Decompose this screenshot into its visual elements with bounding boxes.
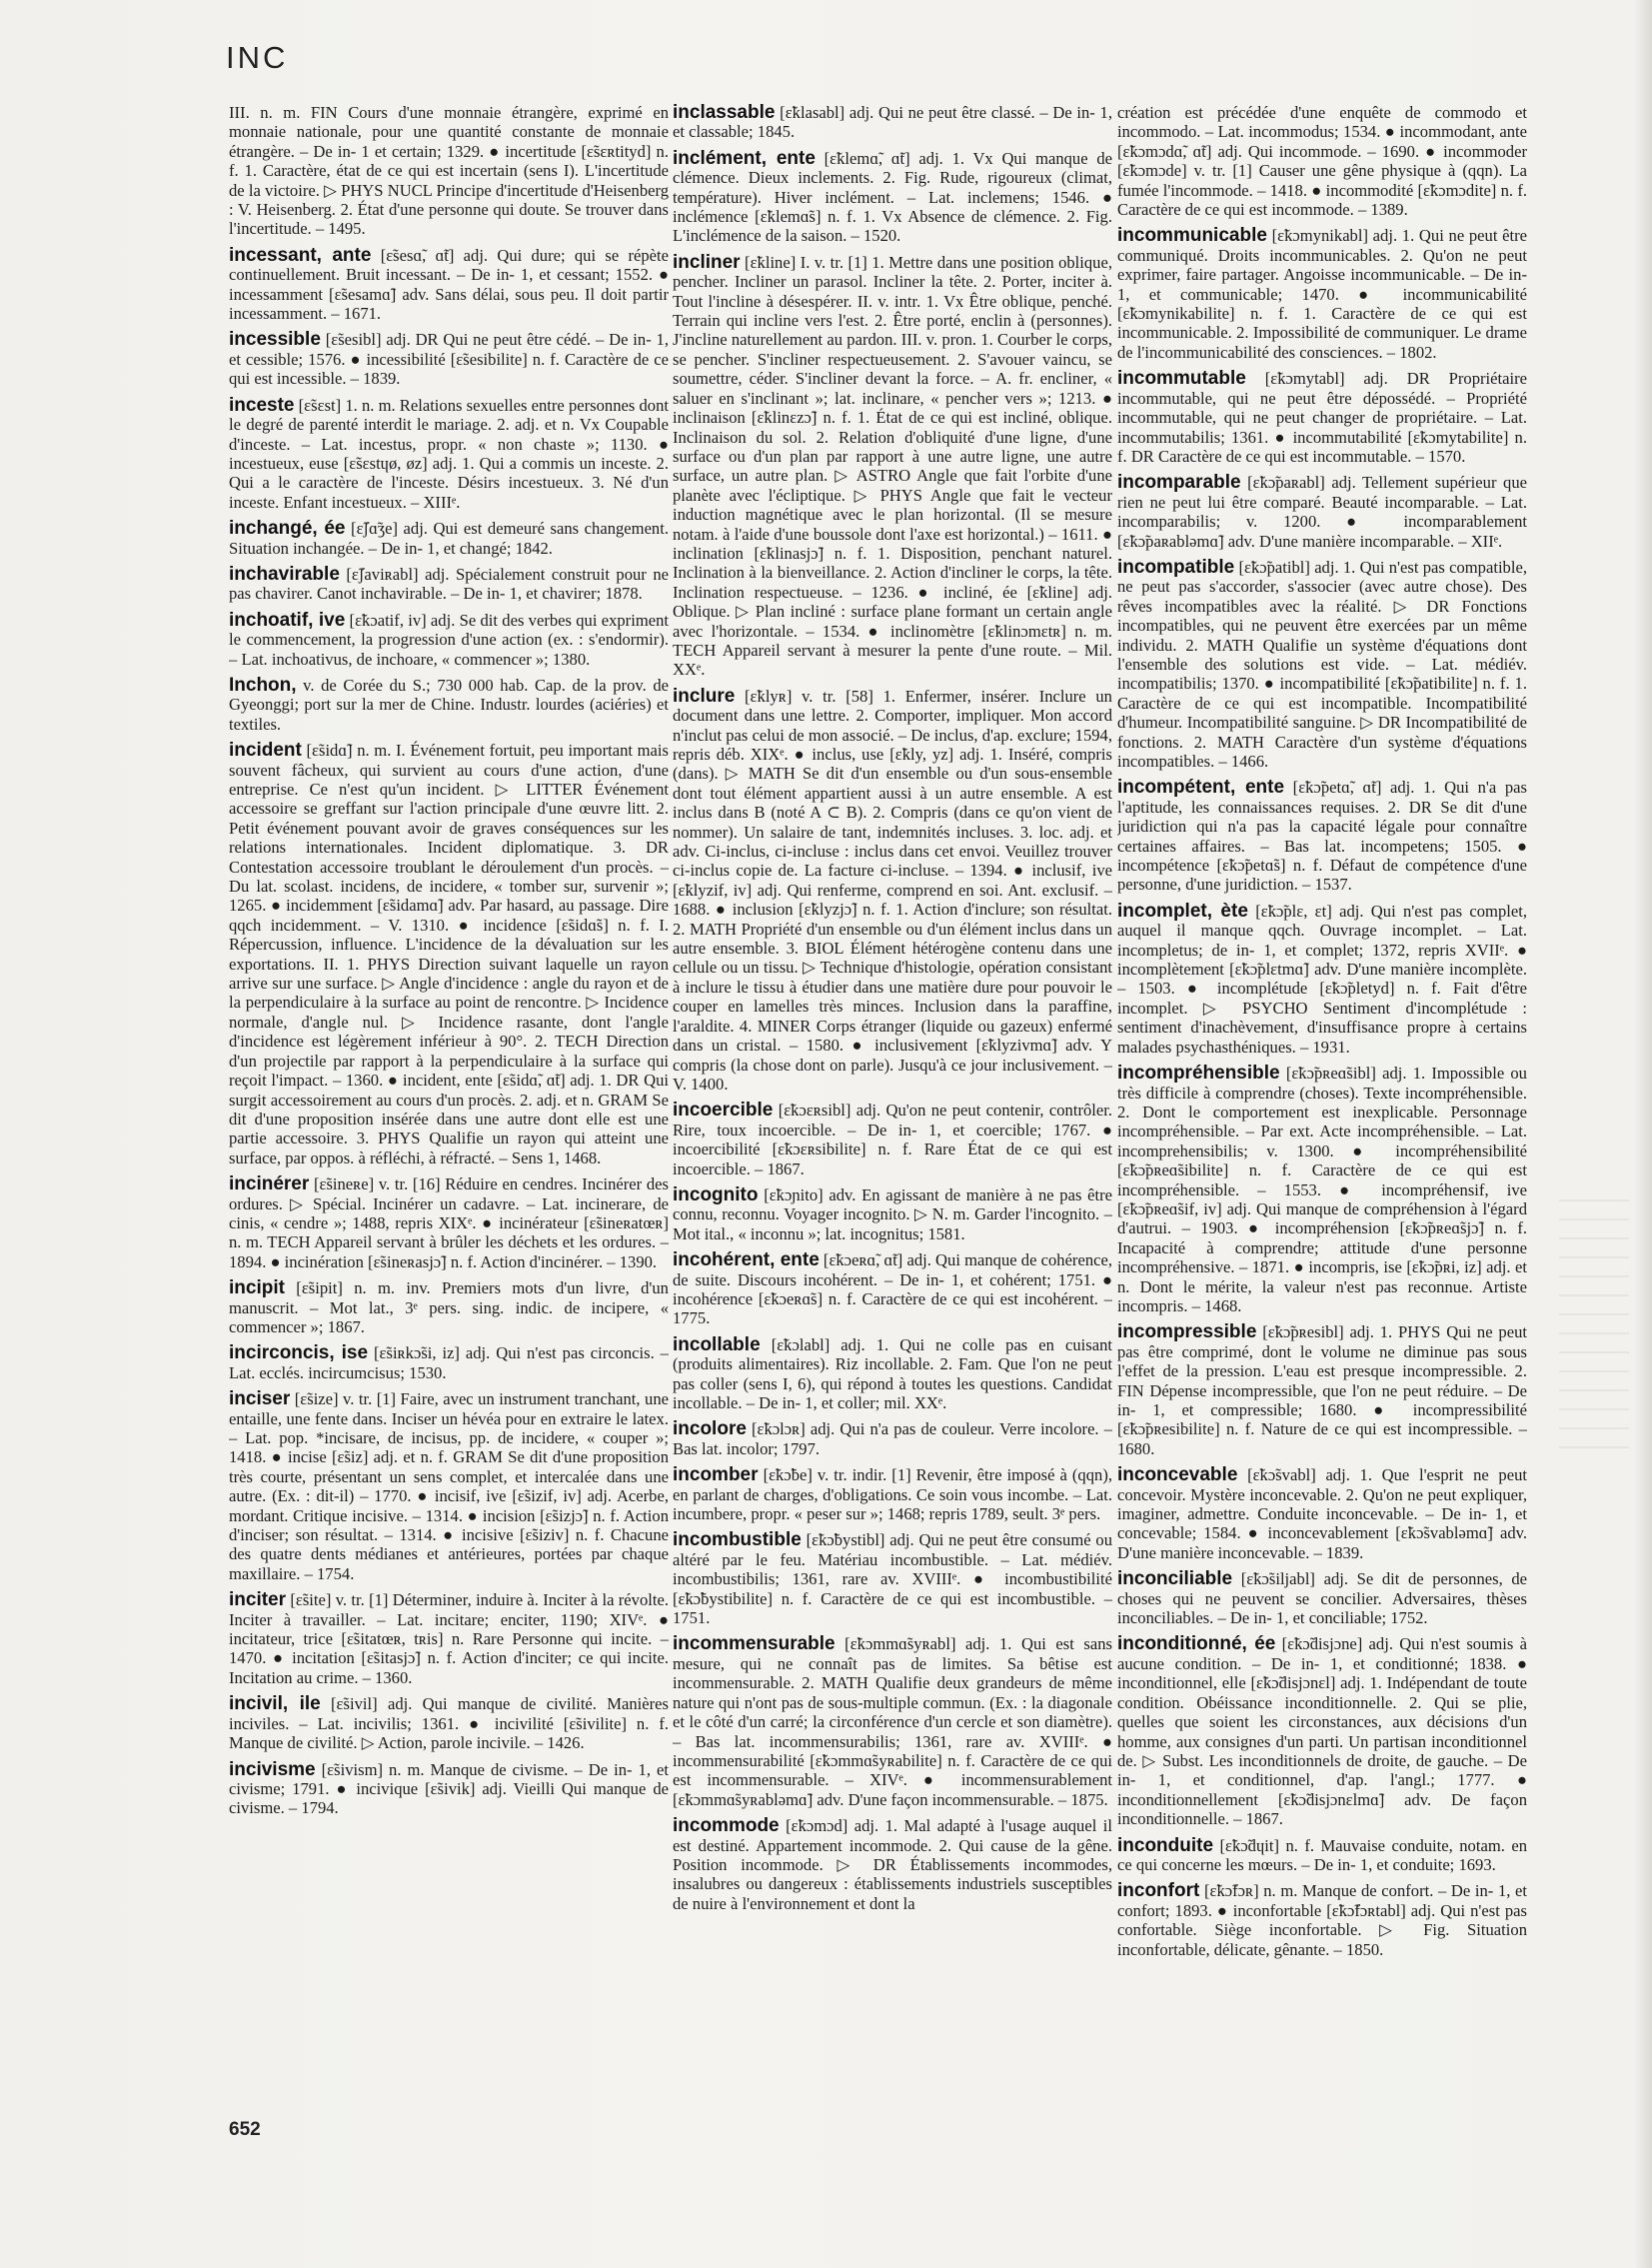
entry-headword: incident <box>229 740 302 762</box>
entry-headword: inciser <box>229 1388 291 1410</box>
entry-definition: [ɛ̃sivil] adj. Qui manque de civilité. Manières inciviles. – Lat. incivilis; 1361. ● incivilité [ɛ̃sivilite] n. f. Manque de civilité. ▷ Action, parole incivile. – 1426. <box>229 1694 669 1753</box>
dictionary-entry <box>1117 1064 1527 1315</box>
entry-headword: incohérent, ente <box>673 1249 820 1271</box>
entry-definition: [ɛ̃kɔ̃petɑ̃, ɑ̃t] adj. 1. Qui n'a pas l'aptitude, les connaissances requises. 2. DR Se dit d'une juridiction qui n'a pas la capacité légale pour connaître certaines affaires. – Bas lat. incompetens; 1505. ● incompétence [ɛ̃kɔ̃petɑ̃s] n. f. Défaut de compétence d'une personne, d'une juridiction. – 1537. <box>1117 778 1527 895</box>
entry-headword: incompatible <box>1117 556 1235 578</box>
entry-headword: inclassable <box>673 103 776 123</box>
entry-definition: [ɛ̃kɔ̃pʀesibl] adj. 1. PHYS Qui ne peut pas être comprimé, dont le volume ne diminue pas sous l'effet de la pression. L'eau est presque incompressible. 2. FIN Dépense incompressible, que l'on ne peut réduire. – De in- 1, et compressible; 1680. ● incompressibilité [ɛ̃kɔ̃pʀesibilite] n. f. Nature de ce qui est incompressible. – 1680. <box>1117 1322 1527 1458</box>
entry-definition: création est précédée d'une enquête de commodo et incommodo. – Lat. incommodus; 1534. ● incommodant, ante [ɛ̃kɔmɔdɑ̃, ɑ̃t] adj. Qui incommode. – 1690. ● incommoder [ɛ̃kɔmɔde] v. tr. [1] Causer une gêne physique à (qqn). La fumée l'incommode. – 1418. ● incommodité [ɛ̃kɔmɔdite] n. f. Caractère de ce qui est incommode. – 1389. <box>1117 103 1527 220</box>
entry-headword: inconfort <box>1117 1880 1200 1902</box>
dictionary-entry <box>673 149 1112 246</box>
column-middle <box>673 103 1112 2114</box>
entry-definition: III. n. m. FIN Cours d'une monnaie étrangère, exprimé en monnaie nationale, pour une quantité constante de monnaie étrangère. – De in- 1 et certain; 1329. ● incertitude [ɛ̃sɛʀtityd] n. f. 1. Caractère, état de ce qui est incertain (sens I). L'incertitude de la victoire. ▷ PHYS NUCL Principe d'incertitude d'Heisenberg : V. Heisenberg. 2. État d'une personne qui doute. Se trouver dans l'incertitude. – 1495. <box>229 103 669 239</box>
entry-definition: [ɛ̃kɔɛʀsibl] adj. Qu'on ne peut contenir, contrôler. Rire, toux incoercible. – De in- 1, et coercible; 1767. ● incoercibilité [ɛ̃kɔɛʀsibilite] n. f. Rare État de ce qui est incoercible. – 1867. <box>673 1101 1112 1178</box>
entry-definition: [ɛ̃kɔlabl] adj. 1. Qui ne colle pas en cuisant (produits alimentaires). Riz incollable. 2. Fam. Que l'on ne peut pas coller (sens I, 6), qui répond à toutes les questions. Candidat incollable. – De in- 1, et coller; mil. XXᵉ. <box>673 1334 1112 1412</box>
entry-headword: incivisme <box>229 1758 316 1780</box>
entry-headword: incompréhensible <box>1117 1063 1280 1085</box>
dictionary-entry <box>229 1694 669 1752</box>
entry-definition: [ɛ̃kɔɲito] adv. En agissant de manière à ne pas être connu, reconnu. Voyager incognito. ▷ N. m. Garder l'incognito. – Mot ital., « inconnu »; lat. incognitus; 1581. <box>673 1184 1112 1243</box>
entry-definition: [ɛ̃kɔmmɑ̃syʀabl] adj. 1. Qui est sans mesure, qui ne connaît pas de limites. Sa bêtise est incommensurable. 2. MATH Qualifie deux grandeurs de même nature qui n'ont pas de sous-multiple commun. (Ex. : la diagonale et le côté d'un carré; la circonférence d'un cercle et son diamètre). – Bas lat. incommensurabilis; 1361, rare av. XVIIIᵉ. ● incommensurabilité [ɛ̃kɔmmɑ̃syʀabilite] n. f. Caractère de ce qui est incommensurable. – XIVᵉ. ● incommensurablement [ɛ̃kɔmmɑ̃syʀabləmɑ̃] adv. D'une façon incommensurable. – 1875. <box>673 1634 1112 1809</box>
entry-definition: [ɛ̃kɔatif, iv] adj. Se dit des verbes qui expriment le commencement, la progression d'une action (ex. : s'endormir). – Lat. inchoativus, de inchoare, « commencer »; 1380. <box>229 610 669 669</box>
dictionary-entry <box>673 687 1112 1095</box>
entry-definition: [ɛ̃kɔ̃siljabl] adj. Se dit de personnes, de choses qui ne peuvent se concilier. Adversaires, thèses inconciliables. – De in- 1, et conciliable; 1752. <box>1117 1569 1527 1628</box>
dictionary-entry <box>1117 1465 1527 1562</box>
entry-definition: [ɛ̃kɔ̃fɔʀ] n. m. Manque de confort. – De in- 1, et confort; 1893. ● inconfortable [ɛ̃kɔ̃fɔʀtabl] adj. Qui n'est pas confortable. Siège inconfortable. ▷ Fig. Situation inconfortable, délicate, gênante. – 1850. <box>1117 1881 1527 1959</box>
dictionary-entry <box>229 1278 669 1336</box>
dictionary-entry <box>229 246 669 324</box>
entry-headword: incomplet, ète <box>1117 900 1248 922</box>
dictionary-entry <box>1117 1569 1527 1627</box>
dictionary-entry <box>229 330 669 388</box>
dictionary-entry <box>229 103 669 239</box>
dictionary-entry <box>229 1760 669 1818</box>
column-left <box>229 103 669 2114</box>
entry-headword: incomber <box>673 1464 759 1486</box>
entry-definition: [ɛ̃sesɑ̃, ɑ̃t] adj. Qui dure; qui se répète continuellement. Bruit incessant. – De in- 1, et cessant; 1552. ● incessamment [ɛ̃sesamɑ̃] adv. Sans délai, sous peu. Il doit partir incessamment. – 1671. <box>229 245 669 324</box>
entry-headword: incommode <box>673 1815 780 1837</box>
dictionary-entry <box>1117 902 1527 1057</box>
entry-headword: inceste <box>229 394 295 416</box>
dictionary-entry <box>1117 226 1527 362</box>
entry-headword: inconduite <box>1117 1834 1214 1856</box>
dictionary-entry <box>673 1250 1112 1328</box>
entry-headword: incivil, ile <box>229 1693 321 1715</box>
entry-definition: [ɛ̃klemɑ̃, ɑ̃t] adj. 1. Vx Qui manque de clémence. Dieux inclements. 2. Fig. Rude, rigoureux (climat, température). Hiver inclément. – Lat. inclemens; 1546. ● inclémence [ɛ̃klemɑ̃s] n. f. 1. Vx Absence de clémence. 2. Fig. L'inclémence de la saison. – 1520. <box>673 148 1112 246</box>
entry-headword: incompressible <box>1117 1321 1257 1343</box>
entry-headword: incliner <box>673 251 741 273</box>
dictionary-entry <box>229 611 669 669</box>
column-right <box>1117 103 1527 2114</box>
entry-definition: [ɛ̃kɔ̃pʀeɑ̃sibl] adj. 1. Impossible ou très difficile à comprendre (choses). Texte incompréhensible. 2. Dont le comportement est inexplicable. Personnage incompréhensible. – Par ext. Acte incompréhensible. – Lat. incomprehensibilis; v. 1300. ● incompréhensibilité [ɛ̃kɔ̃pʀeɑ̃sibilite] n. f. Caractère de ce qui est incompréhensible. – 1553. ● incompréhensif, ive [ɛ̃kɔ̃pʀeɑ̃sif, iv] adj. Qui manque de compréhension à l'égard d'autrui. – 1903. ● incompréhension [ɛ̃kɔ̃pʀeɑ̃sjɔ̃] n. f. Incapacité à comprendre; attitude d'une personne incompréhensive. – 1871. ● incompris, ise [ɛ̃kɔ̃pʀi, iz] adj. et n. Dont le mérite, la valeur n'est pas reconnue. Artiste incompris. – 1468. <box>1117 1064 1527 1315</box>
dictionary-entry <box>673 1530 1112 1627</box>
entry-definition: [ɛ̃kɔ̃disjɔne] adj. Qui n'est soumis à aucune condition. – De in- 1, et conditionné; 1838. ● inconditionnel, elle [ɛ̃kɔ̃disjɔnɛl] adj. 1. Indépendant de toute condition. Obéissance inconditionnelle. 2. Qui se plie, quelles que soient les circonstances, aux décisions d'un homme, aux consignes d'un parti. Un partisan inconditionnel de. ▷ Subst. Les inconditionnels de droite, de gauche. – De in- 1, et conditionnel, d'ap. l'angl.; 1777. ● inconditionnellement [ɛ̃kɔ̃disjɔnɛlmɑ̃] adv. De façon inconditionnelle. – 1867. <box>1117 1634 1527 1829</box>
entry-headword: inclément, ente <box>673 147 816 169</box>
entry-definition: [ɛ̃kɔ̃patibl] adj. 1. Qui n'est pas compatible, ne peut pas s'accorder, s'associer (avec autre chose). Des rêves incompatibles avec la réalité. ▷ DR Fonctions incompatibles, qui ne peuvent être exercées par un même individu. 2. MATH Qualifie un système d'équations dont l'ensemble des solutions est vide. – Lat. médiév. incompatibilis; 1370. ● incompatibilité [ɛ̃kɔ̃patibilite] n. f. 1. Caractère de ce qui est incompatible. Incompatibilité d'humeur. Incompatibilité sanguine. ▷ DR Incompatibilité de fonctions. 2. MATH Caractère d'un système d'équations incompatibles. – 1466. <box>1117 557 1527 771</box>
entry-headword: incirconcis, ise <box>229 1342 369 1364</box>
dictionary-entry <box>229 1389 669 1583</box>
entry-headword: inchavirable <box>229 563 340 585</box>
dictionary-entry <box>1117 103 1527 219</box>
entry-headword: incinérer <box>229 1173 310 1195</box>
dictionary-entry <box>673 1419 1112 1458</box>
dictionary-entry <box>229 1590 669 1687</box>
entry-definition: [ɛ̃kɔmynikabl] adj. 1. Qui ne peut être communiqué. Droits incommunicables. 2. Qu'on ne peut exprimer, faire partager. Angoisse incommunicable. – De in- 1, et communicable; 1470. ● incommunicabilité [ɛ̃kɔmynikabilite] n. f. 1. Caractère de ce qui est incommunicable. 2. Impossibilité de communiquer. Le drame de l'incommunicabilité des consciences. – 1802. <box>1117 226 1527 362</box>
entry-definition: [ɛ̃kɔ̃be] v. tr. indir. [1] Revenir, être imposé à (qqn), en parlant de charges, d'obligations. Ce soin vous incombe. – Lat. incumbere, propr. « peser sur »; 1468; repris 1789, seult. 3ᵉ pers. <box>673 1465 1112 1524</box>
dictionary-entry <box>673 1634 1112 1809</box>
entry-headword: incolore <box>673 1418 747 1440</box>
dictionary-entry <box>673 1816 1112 1913</box>
entry-definition: [ɛ̃sipit] n. m. inv. Premiers mots d'un livre, d'un manuscrit. – Mot lat., 3ᵉ pers. sing. indic. de incipere, « commencer »; 1867. <box>229 1278 669 1336</box>
dictionary-entry <box>1117 1881 1527 1959</box>
entry-headword: incommensurable <box>673 1633 835 1655</box>
entry-headword: incessible <box>229 329 321 351</box>
dictionary-entry <box>229 741 669 1167</box>
dictionary-entry <box>1117 778 1527 894</box>
entry-definition: [ɛ̃site] v. tr. [1] Déterminer, induire à. Inciter à la révolte. Inciter à travailler. – Lat. incitare; enciter, 1190; XIVᵉ. ● incitateur, trice [ɛ̃sitatœʀ, tʀis] n. Rare Personne qui incite. – 1470. ● incitation [ɛ̃sitasjɔ̃] n. f. Action d'inciter; ce qui incite. Incitation au crime. – 1360. <box>229 1590 669 1687</box>
dictionary-entry <box>229 519 669 558</box>
dictionary-entry <box>1117 369 1527 466</box>
entry-definition: [ɛ̃kɔ̃dɥit] n. f. Mauvaise conduite, notam. en ce qui concerne les mœurs. – De in- 1, et conduite; 1693. <box>1117 1835 1527 1874</box>
dictionary-entry <box>1117 1836 1527 1875</box>
dictionary-entry <box>673 103 1112 142</box>
dictionary-entry <box>1117 473 1527 551</box>
entry-definition: [ɛ̃kɔlɔʀ] adj. Qui n'a pas de couleur. Verre incolore. – Bas lat. incolor; 1797. <box>673 1419 1112 1458</box>
entry-definition: v. de Corée du S.; 730 000 hab. Cap. de la prov. de Gyeonggi; port sur la mer de Chine. Industr. lourdes (aciéries) et textiles. <box>229 675 669 734</box>
dictionary-entry <box>673 1185 1112 1243</box>
entry-headword: incoercible <box>673 1100 774 1122</box>
entry-headword: incomparable <box>1117 472 1241 494</box>
entry-definition: [ɛ̃sesibl] adj. DR Qui ne peut être cédé. – De in- 1, et cessible; 1576. ● incessibilité [ɛ̃sesibilite] n. f. Caractère de ce qui est incessible. – 1839. <box>229 330 669 389</box>
entry-definition: [ɛ̃kɔmytabl] adj. DR Propriétaire incommutable, qui ne peut être dépossédé. – Propriété incommutable, qui ne peut changer de propriétaire. – Lat. incommutabilis; 1361. ● incommutabilité [ɛ̃kɔmytabilite] n. f. DR Caractère de ce qui est incommutable. – 1570. <box>1117 369 1527 466</box>
entry-definition: [ɛ̃kɔ̃bystibl] adj. Qui ne peut être consumé ou altéré par le feu. Matériau incombustible. – Lat. médiév. incombustibilis; 1361, rare av. XVIIIᵉ. ● incombustibilité [ɛ̃kɔ̃bystibilite] n. f. Caractère de ce qui est incombustible. – 1751. <box>673 1530 1112 1628</box>
entry-headword: inchangé, ée <box>229 518 346 540</box>
dictionary-entry <box>673 1335 1112 1413</box>
entry-headword: incompétent, ente <box>1117 777 1285 799</box>
entry-definition: [ɛ̃ʃaviʀabl] adj. Spécialement construit pour ne pas chavirer. Canot inchavirable. – De in- 1, et chavirer; 1878. <box>229 564 669 604</box>
entry-headword: Inchon, <box>229 674 297 696</box>
dictionary-entry <box>229 676 669 734</box>
entry-definition: [ɛ̃kɔ̃paʀabl] adj. Tellement supérieur que rien ne peut lui être comparé. Beauté incomparable. – Lat. incomparabilis; v. 1200. ● incomparablement [ɛ̃kɔ̃paʀabləmɑ̃] adv. D'une manière incomparable. – XIIᵉ. <box>1117 473 1527 551</box>
entry-definition: [ɛ̃size] v. tr. [1] Faire, avec un instrument tranchant, une entaille, une fente dans. Inciser un hévéa pour en extraire le latex. – Lat. pop. *incisare, de incisus, pp. de incidere, « couper »; 1418. ● incise [ɛ̃siz] adj. et n. f. GRAM Se dit d'une proposition très courte, présentant un sens complet, et intercalée dans une autre. (Ex. : dit-il) – 1770. ● incisif, ive [ɛ̃sizif, iv] adj. Acerbe, mordant. Critique incisive. – 1314. ● incision [ɛ̃sizjɔ̃] n. f. Action d'inciser; son résultat. – 1314. ● incisive [ɛ̃siziv] n. f. Chacune des quatre dents médianes et antérieures, portées par chaque maxillaire. – 1754. <box>229 1389 669 1583</box>
dictionary-entry <box>1117 558 1527 771</box>
dictionary-entry <box>1117 1634 1527 1828</box>
entry-definition: [ɛ̃sivism] n. m. Manque de civisme. – De in- 1, et civisme; 1791. ● incivique [ɛ̃sivik] adj. Vieilli Qui manque de civisme. – 1794. <box>229 1759 669 1818</box>
dictionary-entry <box>229 1174 669 1271</box>
entry-headword: inchoatif, ive <box>229 609 346 631</box>
dictionary-entry <box>229 565 669 604</box>
entry-headword: incipit <box>229 1277 285 1299</box>
entry-headword: incommutable <box>1117 368 1246 390</box>
dictionary-entry <box>673 253 1112 680</box>
entry-definition: [ɛ̃klyʀ] v. tr. [58] 1. Enfermer, insérer. Inclure un document dans une lettre. 2. Comporter, impliquer. Mon accord n'inclut pas celui de mon associé. – De inclus, d'ap. exclure; 1594, repris déb. XIXᵉ. ● inclus, use [ɛ̃kly, yz] adj. 1. Inséré, compris (dans). ▷ MATH Se dit d'un ensemble ou d'un sous-ensemble dont tout élément appartient aussi à un autre ensemble. A est inclus dans B (noté A ⊂ B). 2. Compris (dans ce qu'on vient de nommer). Un salaire de tant, indemnités incluses. 3. loc. adj. et adv. Ci-inclus, ci-incluse : inclus dans cet envoi. Veuillez trouver ci-inclus copie de. La facture ci-incluse. – 1394. ● inclusif, ive [ɛ̃klyzif, iv] adj. Qui renferme, comprend en soi. Ant. exclusif. – 1688. ● inclusion [ɛ̃klyzjɔ̃] n. f. 1. Action d'inclure; son résultat. 2. MATH Propriété d'un ensemble ou d'un élément inclus dans un autre ensemble. 3. BIOL Élément hétérogène contenu dans une cellule ou un tissu. ▷ Technique d'histologie, opération consistant à inclure le tissu à étudier dans une matière dure pour pouvoir le couper en lamelles très minces. Inclusion dans la paraffine, l'araldite. 4. MINER Corps étranger (liquide ou gazeux) enfermé dans un cristal. – 1580. ● inclusivement [ɛ̃klyzivmɑ̃] adv. Y compris (la chose dont on parle). Jusqu'à ce jour inclusivement. – V. 1400. <box>673 686 1112 1094</box>
entry-definition: [ɛ̃kɔ̃plɛ, ɛt] adj. Qui n'est pas complet, auquel il manque qqch. Ouvrage incomplet. – Lat. incompletus; de in- 1, et complet; 1372, repris XVIIᵉ. ● incomplètement [ɛ̃kɔ̃plɛtmɑ̃] adv. D'une manière incomplète. – 1503. ● incomplétude [ɛ̃kɔ̃pletyd] n. f. Fait d'être incomplet. ▷ PSYCHO Sentiment d'incomplétude : sentiment d'inachèvement, d'insuffisance propre à certains malades psychasthéniques. – 1931. <box>1117 901 1527 1057</box>
entry-definition: [ɛ̃kɔ̃svabl] adj. 1. Que l'esprit ne peut concevoir. Mystère inconcevable. 2. Qu'on ne peut expliquer, imaginer, admettre. Conduite inconcevable. – De in- 1, et concevable; 1584. ● inconcevablement [ɛ̃kɔ̃svabləmɑ̃] adv. D'une manière inconcevable. – 1839. <box>1117 1465 1527 1562</box>
entry-headword: incombustible <box>673 1529 802 1551</box>
show-through-text <box>1559 1199 1629 1459</box>
entry-headword: inconciliable <box>1117 1568 1233 1590</box>
entry-definition: [ɛ̃kline] I. v. tr. [1] 1. Mettre dans une position oblique, pencher. Incliner un parasol. Incliner la tête. 2. Porter, inciter à. Tout l'incline à désespérer. II. v. intr. 1. Vx Être oblique, penché. Terrain qui incline vers l'est. 2. Être porté, enclin à (personnes). J'incline naturellement au pardon. III. v. pron. 1. Courber le corps, se pencher. S'incliner respectueusement. 2. S'avouer vaincu, se soumettre, céder. S'incliner devant la force. – A. fr. encliner, « saluer en s'inclinant »; lat. inclinare, « pencher vers »; 1213. ● inclinaison [ɛ̃klinɛzɔ̃] n. f. 1. État de ce qui est incliné, oblique. Inclinaison du sol. 2. Relation d'obliquité d'une ligne, d'une surface ou d'un plan par rapport à une autre ligne, une autre surface, un autre plan. ▷ ASTRO Angle que fait l'orbite d'une planète avec l'écliptique. ▷ PHYS Angle que fait le vecteur induction magnétique avec le plan horizontal. (Il se mesure notam. à l'aide d'une boussole dont l'axe est horizontal.) – 1611. ● inclination [ɛ̃klinasjɔ̃] n. f. 1. Disposition, penchant naturel. Inclination à la bienveillance. 2. Action d'incliner le corps, la tête. Inclination respectueuse. – 1236. ● incliné, ée [ɛ̃kline] adj. Oblique. ▷ Plan incliné : surface plane formant un certain angle avec l'horizontale. – 1534. ● inclinomètre [ɛ̃klinɔmɛtʀ] n. m. TECH Appareil servant à mesurer la pente d'une route. – Mil. XXᵉ. <box>673 252 1112 680</box>
entry-definition: [ɛ̃kɔeʀɑ̃, ɑ̃t] adj. Qui manque de cohérence, de suite. Discours incohérent. – De in- 1, et cohérent; 1751. ● incohérence [ɛ̃kɔeʀɑ̃s] n. f. Caractère de ce qui est incohérent. – 1775. <box>673 1250 1112 1328</box>
entry-headword: inconcevable <box>1117 1464 1238 1486</box>
page-edge <box>1634 0 1652 2268</box>
dictionary-entry <box>673 1101 1112 1178</box>
entry-definition: [ɛ̃sɛst] 1. n. m. Relations sexuelles entre personnes dont le degré de parenté interdit le mariage. 2. adj. et n. Vx Coupable d'inceste. – Lat. incestus, propr. « non chaste »; 1130. ● incestueux, euse [ɛ̃sɛstɥø, øz] adj. 1. Qui a commis un inceste. 2. Qui a le caractère de l'inceste. Désirs incestueux. 3. Né d'un inceste. Enfant incestueux. – XIIIᵉ. <box>229 395 669 512</box>
entry-headword: incognito <box>673 1183 759 1205</box>
entry-headword: inconditionné, ée <box>1117 1633 1276 1655</box>
guide-word: INC <box>226 40 289 75</box>
entry-definition: [ɛ̃klasabl] adj. Qui ne peut être classé. – De in- 1, et classable; 1845. <box>673 103 1112 142</box>
entry-headword: incollable <box>673 1333 761 1355</box>
dictionary-entry <box>229 1343 669 1382</box>
entry-definition: [ɛ̃siʀkɔ̃si, iz] adj. Qui n'est pas circoncis. – Lat. ecclés. incircumcisus; 1530. <box>229 1343 669 1382</box>
entry-headword: incommunicable <box>1117 225 1267 247</box>
entry-definition: [ɛ̃kɔmɔd] adj. 1. Mal adapté à l'usage auquel il est destiné. Appartement incommode. 2. Qui cause de la gêne. Position incommode. ▷ DR Établissements incommodes, insalubres ou dangereux : établissements industriels susceptibles de nuire à l'environnement et dont la <box>673 1816 1112 1913</box>
entry-headword: inclure <box>673 685 736 707</box>
dictionary-entry <box>1117 1322 1527 1458</box>
entry-headword: incessant, ante <box>229 244 372 266</box>
dictionary-entry <box>673 1465 1112 1523</box>
entry-definition: [ɛ̃sineʀe] v. tr. [16] Réduire en cendres. Incinérer des ordures. ▷ Spécial. Incinérer un cadavre. – Lat. incinerare, de cinis, « cendre »; 1488, repris XIXᵉ. ● incinérateur [ɛ̃sineʀatœʀ] n. m. TECH Appareil servant à brûler les déchets et les ordures. – 1894. ● incinération [ɛ̃sineʀasjɔ̃] n. f. Action d'incinérer. – 1390. <box>229 1174 669 1271</box>
page-number: 652 <box>229 2119 261 2140</box>
entry-headword: inciter <box>229 1589 287 1611</box>
entry-definition: [ɛ̃sidɑ̃] n. m. I. Événement fortuit, peu important mais souvent fâcheux, qui survient au cours d'une action, d'une entreprise. Ce n'est qu'un incident. ▷ LITTER Événement accessoire se greffant sur l'action principale d'une œuvre litt. 2. Petit événement pouvant avoir de graves conséquences sur les relations internationales. Incident diplomatique. 3. DR Contestation accessoire troublant le déroulement d'un procès. – Du lat. scolast. incidens, de incidere, « tomber sur, survenir »; 1265. ● incidemment [ɛ̃sidamɑ̃] adv. Par hasard, au passage. Dire qqch incidemment. – V. 1310. ● incidence [ɛ̃sidɑ̃s] n. f. I. Répercussion, influence. L'incidence de la dévaluation sur les exportations. II. 1. PHYS Direction suivant laquelle un rayon arrive sur une surface. ▷ Angle d'incidence : angle du rayon et de la perpendiculaire à la surface au point de rencontre. ▷ Incidence normale, d'angle nul. ▷ Incidence rasante, dont l'angle d'incidence est légèrement inférieur à 90°. 2. TECH Direction d'un projectile par rapport à la perpendiculaire à la surface qui reçoit l'impact. – 1360. ● incident, ente [ɛ̃sidɑ̃, ɑ̃t] adj. 1. DR Qui surgit accessoirement au cours d'un procès. 2. adj. et n. GRAM Se dit d'une proposition insérée dans une autre dont elle est une partie accessoire. 3. PHYS Qualifie un rayon qui atteint une surface, par oppos. à réfléchi, à réfracté. – Sens 1, 1468. <box>229 741 669 1167</box>
entry-definition: [ɛ̃ʃɑ̃ʒe] adj. Qui est demeuré sans changement. Situation inchangée. – De in- 1, et changé; 1842. <box>229 519 669 558</box>
dictionary-entry <box>229 396 669 512</box>
